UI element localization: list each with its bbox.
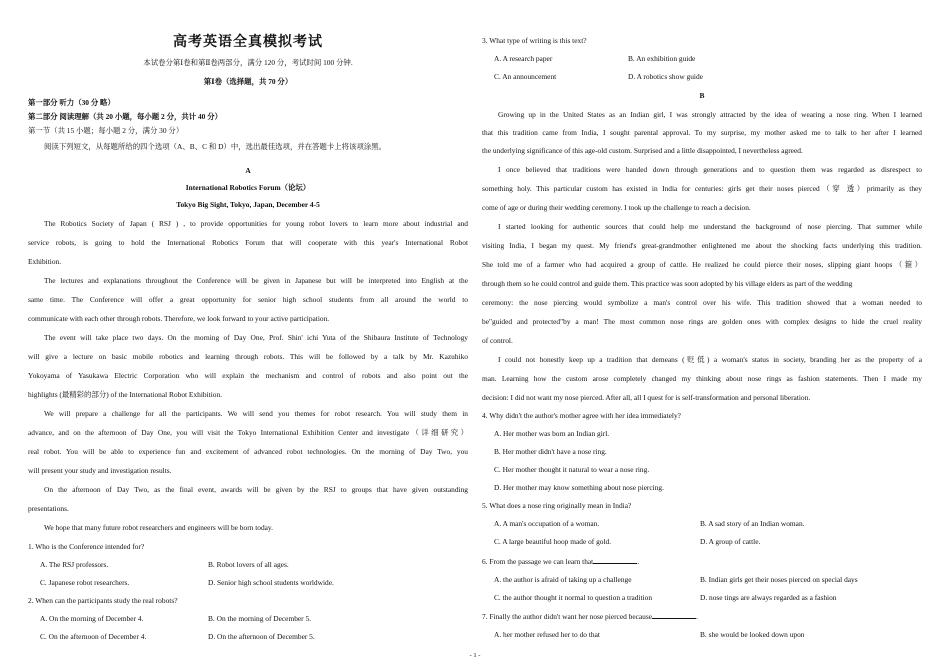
- passage-b-line: something holy. This particular custom has existed in India for centuries: girls get their noses pierced（穿 透）primarily as they: [482, 184, 922, 193]
- passage-a-location: Tokyo Big Sight, Tokyo, Japan, December 4-5: [176, 200, 320, 209]
- question-stem: 6. From the passage we can learn that .: [482, 557, 640, 566]
- passage-b-line: the underlying significance of this age-old custom. Surprised and a little disappointed, I nevertheless agreed.: [482, 146, 803, 155]
- question-stem: 3. What type of writing is this text?: [482, 36, 587, 45]
- answer-blank: [652, 612, 696, 619]
- answer-option[interactable]: B. A sad story of an Indian woman.: [700, 519, 805, 528]
- passage-a-line: same time. The Conference will offer a great opportunity for senior high school students from all around the world to: [28, 295, 468, 304]
- passage-a-line: We will prepare a challenge for all the participants. We will send you themes for robot research. You will study them in: [44, 409, 468, 418]
- passage-a-line: communicate with each other through robots. Therefore, we look forward to your active participation.: [28, 314, 330, 323]
- answer-option[interactable]: B. Indian girls get their noses pierced on special days: [700, 575, 858, 584]
- answer-option[interactable]: C. A large beautiful hoop made of gold.: [494, 537, 612, 546]
- passage-a-line: advance, and on the afternoon of Day One, you will visit the Tokyo International Exhibition Center and investigate（详细研究）: [28, 428, 468, 437]
- passage-b-line: I could not honestly keep up a tradition that demeans (贬低) a woman's status in society, branding her as the property of a: [498, 355, 922, 364]
- part1-heading: 第一部分 听力（30 分 略）: [28, 98, 115, 107]
- passage-a-line: will present your study and investigation results.: [28, 466, 172, 475]
- passage-a-heading: International Robotics Forum（论坛）: [185, 183, 311, 192]
- page-number: - 1 -: [469, 652, 481, 659]
- passage-a-line: The lectures and explanations throughout the Conference will be given in Japanese but will be interpreted into English at the: [44, 276, 468, 285]
- answer-option[interactable]: B. An exhibition guide: [628, 54, 696, 63]
- passage-a-line: will give a lecture on basic mobile robotics and learning through robots. This will be followed by a talk by Mr. Kazuhiko: [28, 352, 468, 361]
- passage-a-line: We hope that many future robot researchers and engineers will be born today.: [44, 523, 273, 532]
- passage-b-line: Growing up in the United States as an Indian girl, I was strongly attracted by the idea of wearing a nose ring. When I learned: [498, 110, 922, 119]
- answer-option[interactable]: A. the author is afraid of taking up a challenge: [494, 575, 632, 584]
- passage-b-line: through them so he could control and guide them. This practice was soon adopted by his village elders as part of the wedding: [482, 279, 853, 288]
- passage-a-line: Exhibition.: [28, 257, 62, 266]
- passage-a-letter: A: [245, 166, 251, 175]
- question-stem-text: 6. From the passage we can learn that: [482, 557, 594, 566]
- answer-option[interactable]: D. A robotics show guide: [628, 72, 703, 81]
- question-stem: 7. Finally the author didn't want her nose pierced because .: [482, 612, 698, 621]
- passage-a-line: On the afternoon of Day Two, as the final event, awards will be given by the RSJ to groups that have given outstanding: [44, 485, 468, 494]
- answer-option[interactable]: A. her mother refused her to do that: [494, 630, 600, 639]
- question-stem: 5. What does a nose ring originally mean in India?: [482, 501, 632, 510]
- answer-option[interactable]: B. Robot lovers of all ages.: [208, 560, 289, 569]
- passage-a-line: Yokoyama of Yasukawa Electric Corporation who will explain the mechanism and control of robots and also point out the: [28, 371, 468, 380]
- passage-b-line: visiting India, I began my quest. My friend's great-grandmother enlightened me about the shocking facts underlying this tradition.: [482, 241, 922, 250]
- passage-b-line: ceremony: the nose piercing would symbolize a man's control over his wife. This tradition showed that a woman needed to: [482, 298, 922, 307]
- passage-b-letter: B: [699, 91, 705, 100]
- part2-heading: 第二部分 阅读理解（共 20 小题，每小题 2 分，共计 40 分）: [28, 112, 223, 121]
- passage-a-line: presentations.: [28, 504, 69, 513]
- section-title: 第Ⅰ卷（选择题，共 70 分）: [203, 77, 293, 86]
- passage-b-line: come of age or during their wedding ceremony. I took up the challenge to reach a decision.: [482, 203, 751, 212]
- answer-option[interactable]: A. A research paper: [494, 54, 553, 63]
- answer-option[interactable]: C. On the afternoon of December 4.: [40, 632, 147, 641]
- answer-option[interactable]: D. Her mother may know something about nose piercing.: [494, 483, 664, 492]
- exam-title: 高考英语全真模拟考试: [173, 34, 323, 50]
- passage-a-line: service robots, is going to hold the International Robotics Forum that will cooperate with this year's International Robot: [28, 238, 468, 247]
- exam-subtitle: 本试卷分第Ⅰ卷和第Ⅱ卷两部分，满分 120 分，考试时间 100 分钟.: [143, 58, 353, 67]
- passage-b-line: of control.: [482, 336, 513, 345]
- directions: 阅读下列短文，从每题所给的四个选项（A、B、C 和 D）中，选出最佳选项，并在答题卡上将该项涂黑。: [44, 142, 387, 151]
- answer-option[interactable]: C. Japanese robot researchers.: [40, 578, 130, 587]
- answer-option[interactable]: D. nose tings are always regarded as a fashion: [700, 593, 837, 602]
- answer-option[interactable]: A. On the morning of December 4.: [40, 614, 144, 623]
- passage-a-line: The Robotics Society of Japan ( RSJ ) , to provide opportunities for young robot lovers to learn more about industrial and: [44, 219, 468, 228]
- question-stem: 1. Who is the Conference intended for?: [28, 542, 145, 551]
- passage-b-line: I once believed that traditions were handed down through generations and to question them was regarded as disrespect to: [498, 165, 922, 174]
- passage-b-line: that this tradition came from India, I sought parental approval. To my surprise, my mother asked me to talk to her after I learned: [482, 128, 922, 137]
- answer-option[interactable]: D. Senior high school students worldwide.: [208, 578, 334, 587]
- answer-option[interactable]: C. Her mother thought it natural to wear a nose ring.: [494, 465, 650, 474]
- answer-option[interactable]: D. A group of cattle.: [700, 537, 761, 546]
- passage-a-line: real robot. You will be able to experience fun and excitement of advanced robot technologies. On the morning of Day Two, you: [28, 447, 468, 456]
- answer-option[interactable]: B. On the morning of December 5.: [208, 614, 312, 623]
- passage-b-line: I started looking for authentic sources that could help me understand the background of nose piercing. That summer while: [498, 222, 922, 231]
- answer-option[interactable]: A. The RSJ professors.: [40, 560, 109, 569]
- answer-option[interactable]: D. On the afternoon of December 5.: [208, 632, 315, 641]
- answer-option[interactable]: C. An announcement: [494, 72, 557, 81]
- passage-a-line: The event will take place two days. On the morning of Day One, Prof. Shin' ichi Yuta of the Shibaura Institute of Technology: [44, 333, 468, 342]
- question-stem-text: 7. Finally the author didn't want her nose pierced because: [482, 612, 653, 621]
- passage-b-line: decision: I did not want my nose pierced. After all, all I quest for is self-transformation and personal liberation.: [482, 393, 811, 402]
- passage-a-line: highlights (最精彩的部分) of the International Robot Exhibition.: [28, 390, 222, 399]
- answer-option[interactable]: C. the author thought it normal to question a tradition: [494, 593, 653, 602]
- passage-b-line: man. Learning how the custom arose completely changed my thinking about nose rings as fashion statements. Then I made my: [482, 374, 922, 383]
- passage-b-line: be"guided and protected"by a man! The most common nose rings are golden ones with complex designs to hide the cruel reality: [482, 317, 922, 326]
- answer-option[interactable]: B. she would be looked down upon: [700, 630, 805, 639]
- answer-option[interactable]: A. A man's occupation of a woman.: [494, 519, 600, 528]
- answer-option[interactable]: A. Her mother was born an Indian girl.: [494, 429, 610, 438]
- answer-option[interactable]: B. Her mother didn't have a nose ring.: [494, 447, 607, 456]
- answer-blank: [593, 557, 637, 564]
- passage-b-line: She told me of a farmer who had acquired a group of cattle. He realized he could pierce their noses, slipping giant hoops（箍）: [482, 260, 922, 269]
- question-stem: 2. When can the participants study the real robots?: [28, 596, 178, 605]
- question-stem: 4. Why didn't the author's mother agree with her idea immediately?: [482, 411, 681, 420]
- section1-heading: 第一节（共 15 小题；每小题 2 分，满分 30 分）: [28, 126, 184, 135]
